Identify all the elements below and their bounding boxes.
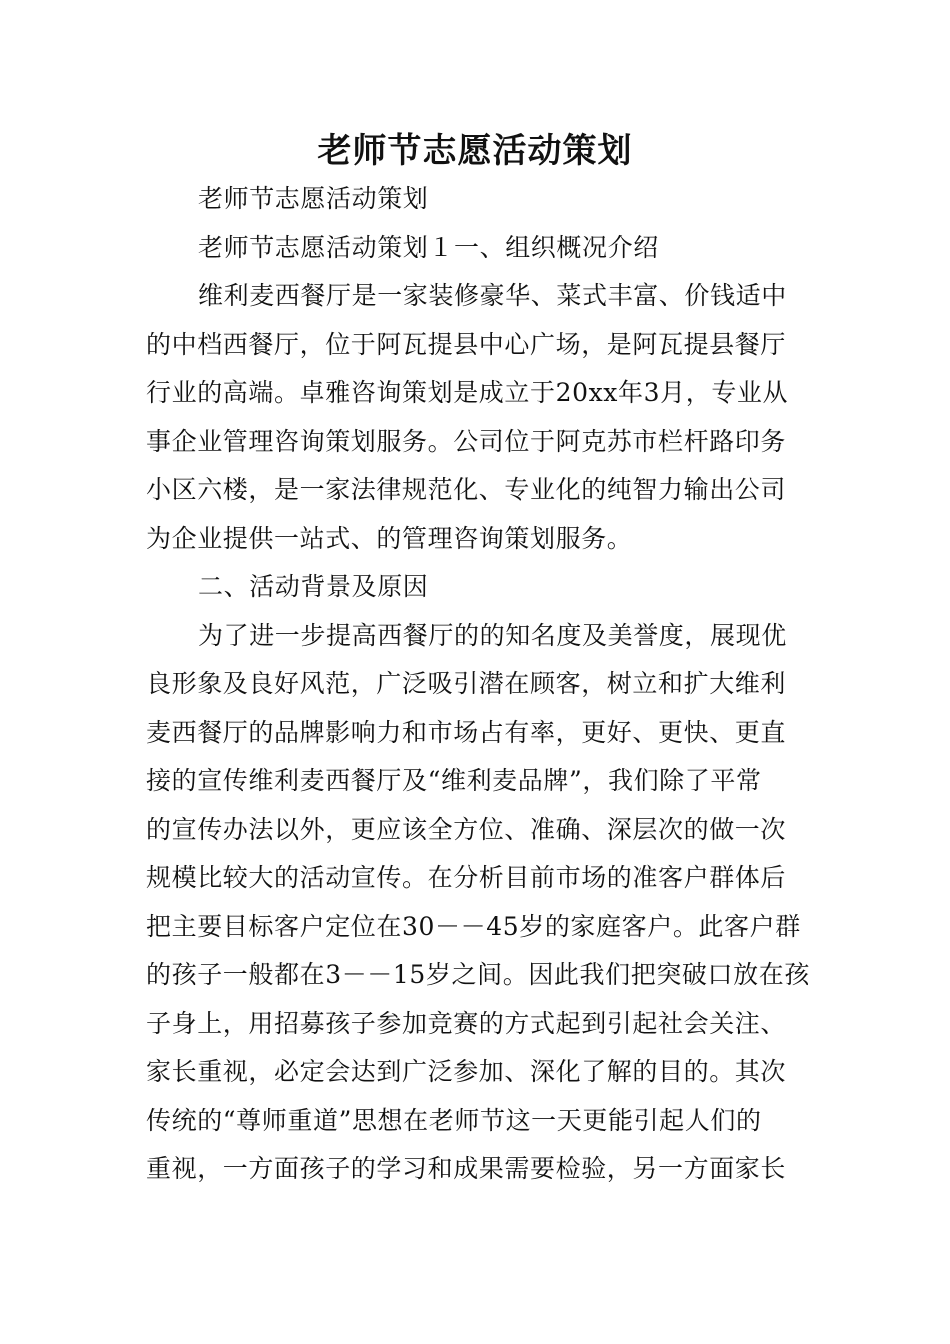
paragraph-line: 把主要目标客户定位在30－－45岁的家庭客户。此客户群 xyxy=(146,911,801,941)
paragraph-line: 老师节志愿活动策划 xyxy=(198,184,429,213)
paragraph-line: 为企业提供一站式、的管理咨询策划服务。 xyxy=(146,523,633,553)
paragraph-line: 的宣传办法以外，更应该全方位、准确、深层次的做一次 xyxy=(146,814,787,844)
section-heading: 二、活动背景及原因 xyxy=(198,572,429,601)
document-body xyxy=(146,175,810,1194)
paragraph-line: 为了进一步提高西餐厅的的知名度及美誉度，展现优 xyxy=(198,620,787,650)
document-title: 老师节志愿活动策划 xyxy=(317,131,633,171)
paragraph-line: 事企业管理咨询策划服务。公司位于阿克苏市栏杆路印务 xyxy=(146,426,787,456)
paragraph-line: 行业的高端。卓雅咨询策划是成立于20xx年3月，专业从 xyxy=(146,378,789,407)
paragraph-line: 规模比较大的活动宣传。在分析目前市场的准客户群体后 xyxy=(146,863,787,892)
paragraph-line: 传统的“尊师重道”思想在老师节这一天更能引起人们的 xyxy=(146,1105,762,1135)
paragraph-line: 的孩子一般都在3－－15岁之间。因此我们把突破口放在孩 xyxy=(146,960,810,989)
paragraph-line: 接的宣传维利麦西餐厅及“维利麦品牌”，我们除了平常 xyxy=(146,766,762,795)
paragraph-line: 重视，一方面孩子的学习和成果需要检验，另一方面家长 xyxy=(146,1154,787,1183)
paragraph-line: 维利麦西餐厅是一家装修豪华、菜式丰富、价钱适中 xyxy=(198,281,787,310)
paragraph-line: 良形象及良好风范，广泛吸引潜在顾客，树立和扩大维利 xyxy=(146,669,787,698)
paragraph-line: 小区六楼，是一家法律规范化、专业化的纯智力输出公司 xyxy=(146,475,787,504)
paragraph-line: 老师节志愿活动策划１一、组织概况介绍 xyxy=(198,232,659,262)
paragraph-line: 麦西餐厅的品牌影响力和市场占有率，更好、更快、更直 xyxy=(146,717,787,747)
paragraph-line: 子身上，用招募孩子参加竞赛的方式起到引起社会关注、 xyxy=(146,1008,787,1038)
paragraph-line: 的中档西餐厅，位于阿瓦提县中心广场，是阿瓦提县餐厅 xyxy=(146,329,787,359)
paragraph-line: 家长重视，必定会达到广泛参加、深化了解的目的。其次 xyxy=(146,1057,787,1086)
